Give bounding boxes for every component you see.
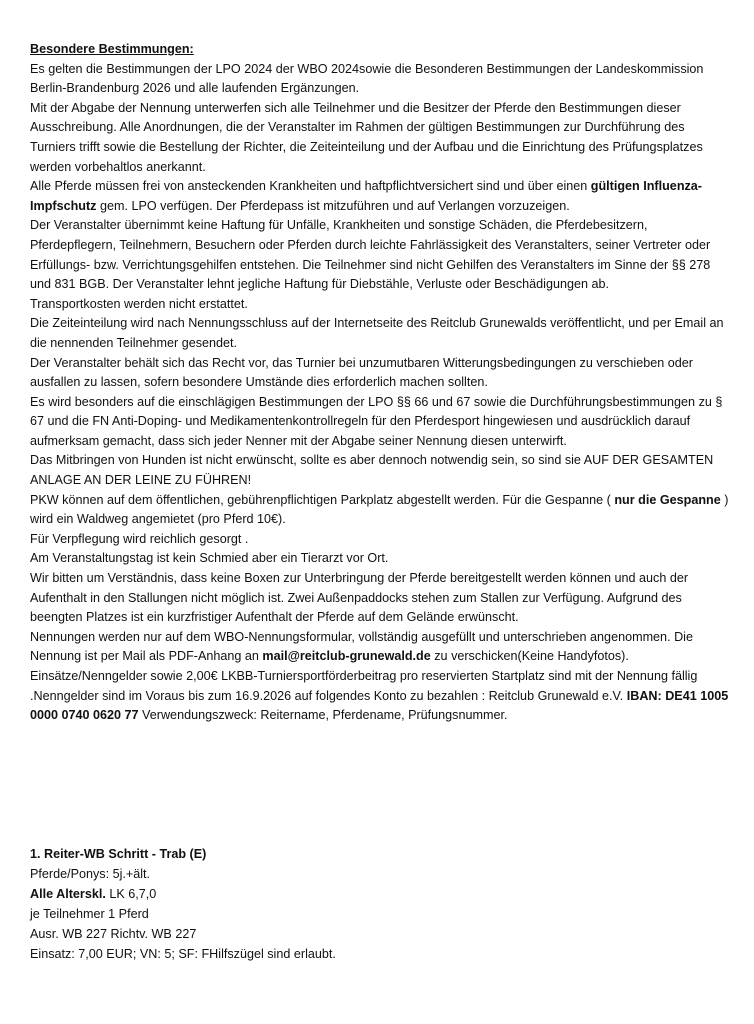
competition-title: 1. Reiter-WB Schritt - Trab (E) [30, 847, 207, 861]
paragraph-vaccination: Alle Pferde müssen frei von ansteckenden Krankheiten und haftpflichtversichert sind und über einen gültigen Influenza- Impfschutz gem. LPO verfügen. Der Pferdepass ist mitzuführen und auf Verlangen vorzuzeigen. [30, 179, 703, 213]
competition-horses-per-rider: je Teilnehmer 1 Pferd [30, 907, 149, 921]
paragraph-transport: Transportkosten werden nicht erstattet. [30, 296, 248, 311]
paragraph-entries: Nennungen werden nur auf dem WBO-Nennungsformular, vollständig ausgefüllt und unterschrieben angenommen. Die Nennung ist per Mail als PDF-Anhang an mail@reitclub-grunewald.de zu verschicken(Keine Handyfotos). Einsätze/Nenngelder sowie 2,00€ LKBB-Turniersportförderbeitrag pro reservierten Startplatz sind mit der Nennung fällig .Nenngelder sind im Voraus bis zum 16.9.2026 auf folgendes Konto zu bezahlen : Reitclub Grunewald e.V. IBAN: DE41 1005 0000 0740 0620 77 Verwendungszweck: Reitername, Pferdename, Prüfungsnummer. [30, 629, 729, 723]
section-title: Besondere Bestimmungen: [30, 42, 194, 56]
paragraph-vet: Am Veranstaltungstag ist kein Schmied aber ein Tierarzt vor Ort. [30, 551, 389, 566]
competition-fee: Einsatz: 7,00 EUR; VN: 5; SF: FHilfszügel sind erlaubt. [30, 947, 336, 961]
competition-equipment: Ausr. WB 227 Richtv. WB 227 [30, 927, 197, 941]
paragraph-parking: PKW können auf dem öffentlichen, gebührenpflichtigen Parkplatz abgestellt werden. Für die Gespanne ( nur die Gespanne ) wird ein Waldweg angemietet (pro Pferd 10€). [30, 492, 729, 527]
paragraph-schedule: Die Zeiteinteilung wird nach Nennungsschluss auf der Internetseite des Reitclub Grunewalds veröffentlicht, und per Email an die nennenden Teilnehmer gesendet. [30, 316, 724, 350]
parking-highlight: nur die Gespanne [614, 492, 721, 507]
competition-age-class: Alle Alterskl. LK 6,7,0 [30, 887, 157, 901]
email-address: mail@reitclub-grunewald.de [262, 649, 431, 664]
paragraph-acceptance: Mit der Abgabe der Nennung unterwerfen sich alle Teilnehmer und die Besitzer der Pferde den Bestimmungen dieser Ausschreibung. Alle Anordnungen, die der Veranstalter im Rahmen der gültigen Bestimmungen zur Durchführung des Turniers trifft sowie die Bestellung der Richter, die Zeiteinteilung und der Aufbau und die Einrichtung des Prüfungsplatzes werden vorbehaltlos anerkannt. [30, 100, 703, 174]
paragraph-doping: Es wird besonders auf die einschlägigen Bestimmungen der LPO §§ 66 und 67 sowie die Durchführungsbestimmungen zu § 67 und die FN Anti-Doping- und Medikamentenkontrollregeln für den Pferdesport hingewiesen und ausdrücklich darauf aufmerksam gemacht, dass sich jeder Nenner mit der Abgabe seiner Nennung diesen unterwirft. [30, 394, 723, 448]
vaccination-highlight: gültigen Influenza- Impfschutz [30, 179, 703, 213]
paragraph-dogs: Das Mitbringen von Hunden ist nicht erwünscht, sollte es aber dennoch notwendig sein, so sind sie AUF DER GESAMTEN ANLAGE AN DER LEINE ZU FÜHREN! [30, 453, 714, 488]
special-provisions [30, 40, 730, 726]
paragraph-liability: Der Veranstalter übernimmt keine Haftung für Unfälle, Krankheiten und sonstige Schäden, die Pferdebesitzern, Pferdepflegern, Teilnehmern, Besuchern oder Pferden durch leichte Fahrlässigkeit des Veranstalters, seiner Vertreter oder Erfüllungs- bzw. Verrichtungsgehilfen entstehen. Die Teilnehmer sind nicht Gehilfen des Veranstalters im Sinne der §§ 278 und 831 BGB. Der Veranstalter lehnt jegliche Haftung für Diebstähle, Verluste oder Beschädigungen ab. [30, 218, 711, 292]
competition-horses: Pferde/Ponys: 5j.+ält. [30, 867, 151, 881]
iban: IBAN: DE41 1005 0000 0740 0620 77 [30, 688, 729, 723]
paragraph-stabling: Wir bitten um Verständnis, dass keine Boxen zur Unterbringung der Pferde bereitgestellt werden können und auch der Aufenthalt in den Stallungen nicht möglich ist. Zwei Außenpaddocks stehen zum Stallen zur Verfügung. Aufgrund des beengten Platzes ist ein kurzfristiger Aufenthalt der Pferde auf dem Gelände erwünscht. [30, 571, 689, 625]
paragraph-catering: Für Verpflegung wird reichlich gesorgt . [30, 531, 249, 546]
paragraph-weather: Der Veranstalter behält sich das Recht vor, das Turnier bei unzumutbaren Witterungsbedingungen zu verschieben oder ausfallen zu lassen, sofern besondere Umstände dies erforderlich machen sollten. [30, 355, 693, 390]
paragraph-regulations: Es gelten die Bestimmungen der LPO 2024 der WBO 2024sowie die Besonderen Bestimmungen der Landeskommission Berlin-Brandenburg 2026 und alle laufenden Ergänzungen. [30, 61, 704, 96]
competition-block [30, 844, 730, 964]
